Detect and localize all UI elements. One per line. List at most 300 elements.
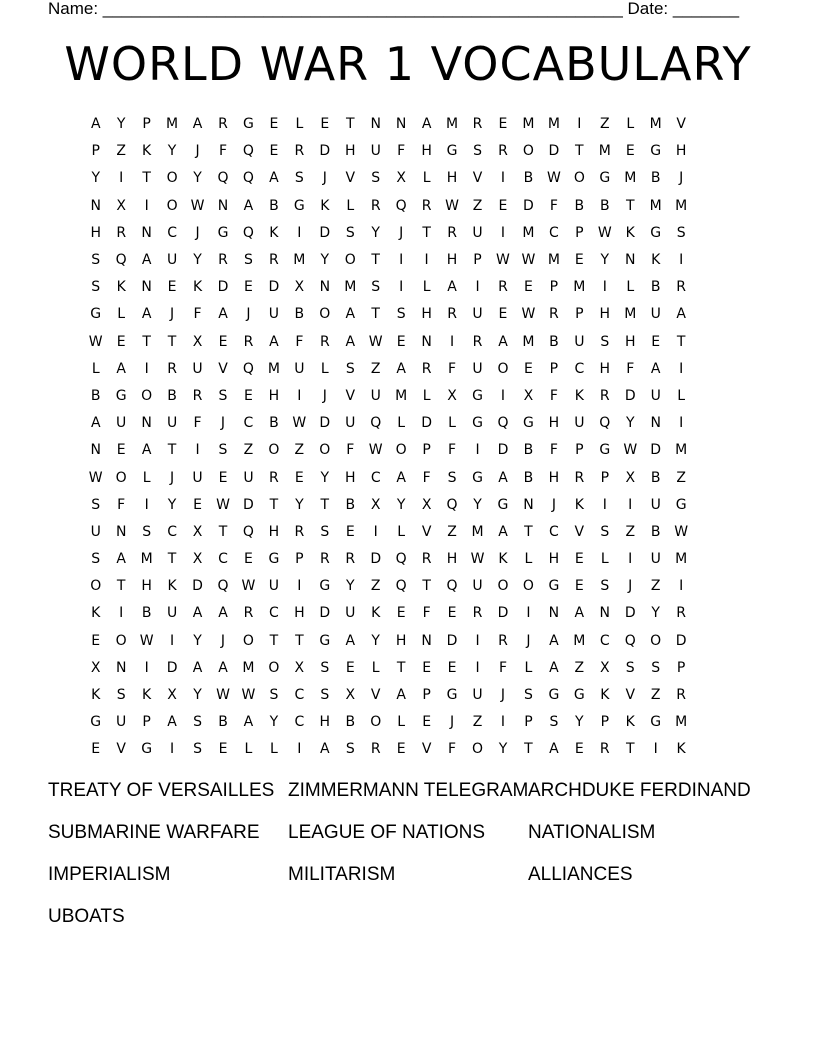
grid-letter: W: [521, 306, 536, 323]
grid-letter: T: [575, 143, 584, 160]
grid-letter: R: [498, 632, 508, 649]
grid-letter: R: [319, 551, 330, 568]
grid-letter: R: [294, 143, 305, 160]
grid-letter: P: [422, 687, 431, 704]
grid-letter: U: [472, 224, 483, 241]
grid-letter: B: [218, 714, 228, 731]
grid-letter: T: [371, 252, 380, 269]
grid-letter: Q: [242, 170, 254, 187]
grid-letter: H: [624, 333, 636, 350]
grid-letter: W: [470, 551, 485, 568]
grid-letter: M: [267, 360, 280, 377]
grid-letter: O: [268, 442, 280, 459]
grid-letter: O: [497, 578, 509, 595]
grid-letter: T: [142, 170, 151, 187]
grid-letter: N: [421, 333, 432, 350]
grid-letter: S: [193, 714, 202, 731]
grid-letter: E: [498, 306, 508, 323]
grid-letter: S: [447, 469, 457, 486]
grid-letter: U: [650, 387, 661, 404]
grid-letter: U: [192, 469, 203, 486]
grid-letter: A: [549, 741, 559, 758]
grid-letter: U: [166, 415, 178, 432]
grid-letter: W: [216, 687, 230, 704]
grid-letter: C: [599, 632, 610, 649]
grid-letter: G: [90, 306, 102, 323]
grid-letter: N: [141, 415, 152, 432]
grid-letter: A: [396, 687, 406, 704]
grid-letter: E: [116, 333, 126, 350]
grid-letter: D: [446, 632, 458, 649]
grid-letter: P: [676, 659, 686, 676]
grid-letter: I: [297, 224, 302, 241]
grid-letter: T: [422, 578, 431, 595]
grid-letter: O: [90, 578, 102, 595]
grid-letter: Q: [242, 224, 254, 241]
word-list-item: MILITARISM: [288, 864, 396, 885]
grid-letter: Q: [115, 252, 127, 269]
grid-letter: C: [269, 605, 279, 622]
grid-letter: W: [368, 333, 383, 350]
grid-letter: G: [319, 632, 331, 649]
grid-letter: Q: [217, 170, 229, 187]
grid-letter: X: [447, 387, 457, 404]
grid-letter: G: [217, 224, 229, 241]
grid-letter: Z: [370, 360, 381, 377]
grid-letter: P: [524, 714, 533, 731]
grid-letter: U: [90, 523, 101, 540]
grid-letter: I: [653, 741, 658, 758]
grid-letter: V: [421, 741, 432, 758]
grid-letter: M: [522, 224, 535, 241]
grid-letter: D: [217, 279, 229, 296]
grid-letter: V: [472, 170, 483, 187]
grid-letter: Q: [242, 523, 254, 540]
grid-letter: M: [242, 659, 255, 676]
grid-letter: U: [268, 306, 280, 323]
grid-letter: A: [269, 170, 279, 187]
grid-letter: I: [475, 659, 480, 676]
grid-letter: U: [472, 360, 483, 377]
grid-letter: I: [475, 442, 480, 459]
grid-letter: K: [116, 279, 126, 296]
grid-letter: N: [141, 224, 152, 241]
grid-letter: O: [115, 632, 127, 649]
grid-letter: Y: [91, 170, 100, 187]
grid-letter: L: [422, 170, 431, 187]
grid-letter: X: [192, 333, 203, 350]
grid-letter: R: [294, 523, 305, 540]
grid-letter: B: [650, 523, 661, 540]
grid-letter: U: [650, 496, 661, 513]
grid-letter: B: [650, 469, 661, 486]
grid-letter: R: [676, 687, 687, 704]
grid-letter: B: [269, 197, 279, 214]
grid-letter: A: [141, 306, 152, 323]
grid-letter: K: [192, 279, 203, 296]
grid-letter: E: [218, 469, 228, 486]
grid-letter: N: [599, 605, 611, 622]
grid-row: [83, 193, 745, 220]
grid-letter: A: [218, 605, 228, 622]
grid-letter: Y: [473, 496, 482, 513]
grid-letter: Q: [395, 197, 407, 214]
grid-letter: E: [218, 333, 228, 350]
word-list-item: UBOATS: [48, 906, 125, 927]
grid-letter: S: [371, 279, 381, 296]
grid-letter: S: [193, 741, 202, 758]
grid-letter: M: [675, 442, 688, 459]
grid-letter: H: [548, 551, 560, 568]
grid-letter: H: [268, 523, 280, 540]
grid-letter: I: [119, 605, 124, 622]
grid-letter: S: [91, 279, 101, 296]
grid-letter: P: [600, 469, 610, 486]
grid-letter: K: [142, 687, 152, 704]
grid-letter: X: [345, 687, 356, 704]
grid-letter: R: [676, 605, 687, 622]
grid-letter: R: [218, 116, 228, 133]
grid-letter: V: [625, 687, 636, 704]
grid-letter: U: [650, 551, 661, 568]
grid-row: [83, 111, 745, 138]
grid-letter: R: [472, 116, 483, 133]
grid-letter: R: [370, 741, 381, 758]
grid-letter: M: [675, 197, 688, 214]
grid-letter: S: [396, 306, 406, 323]
grid-letter: U: [268, 578, 280, 595]
grid-letter: A: [218, 659, 228, 676]
grid-letter: W: [623, 442, 638, 459]
grid-letter: K: [320, 197, 330, 214]
grid-letter: I: [144, 197, 149, 214]
grid-letter: G: [472, 415, 483, 432]
grid-letter: I: [628, 551, 633, 568]
grid-letter: A: [116, 551, 126, 568]
grid-row: [83, 655, 745, 682]
grid-letter: O: [522, 578, 534, 595]
word-list-item: LEAGUE OF NATIONS: [288, 822, 486, 843]
grid-letter: L: [524, 551, 533, 568]
grid-letter: R: [269, 469, 279, 486]
word-list-item: ALLIANCES: [528, 864, 633, 885]
grid-letter: O: [522, 143, 534, 160]
grid-letter: S: [218, 442, 228, 459]
grid-letter: Z: [447, 523, 457, 540]
grid-letter: M: [446, 116, 459, 133]
grid-letter: A: [345, 333, 356, 350]
grid-letter: J: [500, 687, 506, 704]
grid-letter: J: [628, 578, 633, 595]
grid-letter: P: [142, 116, 151, 133]
grid-letter: Z: [243, 442, 254, 459]
grid-row: [83, 492, 745, 519]
grid-letter: E: [574, 252, 584, 269]
grid-letter: E: [447, 659, 457, 676]
word-list-item: ZIMMERMANN TELEGRAM: [288, 780, 529, 801]
grid-letter: Q: [395, 551, 407, 568]
grid-letter: E: [396, 605, 406, 622]
grid-letter: L: [295, 116, 304, 133]
grid-letter: S: [625, 659, 635, 676]
grid-letter: B: [650, 170, 661, 187]
grid-letter: F: [397, 143, 406, 160]
grid-letter: J: [551, 496, 556, 513]
grid-row: [83, 437, 745, 464]
grid-letter: J: [220, 415, 226, 432]
grid-letter: C: [548, 523, 559, 540]
grid-letter: R: [167, 360, 177, 377]
grid-letter: D: [166, 659, 178, 676]
grid-letter: L: [600, 551, 609, 568]
grid-letter: D: [319, 143, 331, 160]
grid-letter: N: [141, 279, 152, 296]
grid-letter: R: [498, 143, 508, 160]
grid-letter: Z: [116, 143, 126, 160]
grid-letter: A: [574, 605, 585, 622]
grid-letter: E: [91, 632, 101, 649]
grid-letter: A: [192, 605, 203, 622]
grid-letter: M: [547, 252, 560, 269]
grid-letter: A: [167, 714, 177, 731]
grid-letter: D: [624, 387, 636, 404]
grid-row: [83, 519, 745, 546]
grid-letter: E: [524, 279, 533, 296]
grid-letter: N: [421, 632, 432, 649]
grid-letter: G: [293, 197, 305, 214]
grid-letter: L: [626, 279, 635, 296]
grid-letter: A: [396, 360, 406, 377]
grid-letter: Z: [650, 687, 661, 704]
grid-letter: K: [269, 224, 279, 241]
grid-letter: Q: [370, 415, 382, 432]
grid-letter: W: [597, 224, 612, 241]
grid-letter: B: [599, 197, 610, 214]
grid-letter: A: [141, 252, 152, 269]
grid-letter: A: [498, 469, 508, 486]
grid-letter: S: [91, 496, 101, 513]
grid-row: [83, 220, 745, 247]
grid-letter: J: [170, 469, 175, 486]
grid-letter: R: [218, 252, 228, 269]
grid-letter: J: [195, 224, 200, 241]
grid-letter: I: [500, 714, 506, 731]
grid-letter: A: [498, 333, 508, 350]
grid-letter: C: [370, 469, 381, 486]
grid-letter: R: [243, 605, 254, 622]
grid-letter: A: [498, 523, 508, 540]
grid-letter: R: [599, 741, 610, 758]
grid-letter: S: [600, 523, 610, 540]
grid-letter: S: [345, 360, 355, 377]
grid-letter: I: [195, 442, 200, 459]
grid-letter: B: [523, 442, 534, 459]
grid-letter: C: [243, 415, 254, 432]
grid-letter: A: [116, 360, 126, 377]
grid-letter: Y: [600, 252, 610, 269]
grid-letter: S: [371, 170, 381, 187]
grid-letter: X: [192, 523, 203, 540]
grid-letter: M: [624, 170, 637, 187]
grid-letter: U: [116, 415, 127, 432]
grid-letter: E: [269, 143, 279, 160]
grid-letter: I: [144, 496, 149, 513]
grid-letter: K: [625, 224, 635, 241]
grid-letter: Q: [446, 496, 458, 513]
grid-letter: Z: [650, 578, 661, 595]
grid-letter: Q: [242, 143, 254, 160]
grid-letter: F: [193, 415, 202, 432]
grid-letter: L: [117, 306, 126, 323]
grid-letter: F: [626, 360, 635, 377]
grid-row: [83, 356, 745, 383]
grid-letter: E: [244, 387, 253, 404]
grid-letter: R: [472, 333, 483, 350]
grid-letter: T: [295, 632, 304, 649]
grid-letter: S: [218, 387, 228, 404]
grid-letter: V: [345, 170, 356, 187]
grid-letter: J: [195, 143, 200, 160]
page-title: WORLD WAR 1 VOCABULARY: [64, 37, 752, 91]
grid-letter: L: [397, 415, 406, 432]
grid-letter: X: [396, 170, 406, 187]
grid-letter: G: [141, 741, 153, 758]
grid-letter: J: [450, 714, 455, 731]
grid-letter: Y: [371, 224, 380, 241]
grid-letter: R: [549, 306, 559, 323]
grid-letter: T: [167, 333, 177, 350]
grid-letter: U: [166, 605, 178, 622]
grid-letter: F: [193, 306, 202, 323]
grid-letter: R: [498, 279, 508, 296]
grid-letter: W: [139, 632, 154, 649]
grid-letter: G: [446, 687, 458, 704]
grid-letter: E: [244, 279, 253, 296]
grid-row: [83, 165, 745, 192]
grid-letter: T: [320, 496, 330, 513]
grid-letter: H: [395, 632, 407, 649]
grid-letter: S: [676, 224, 686, 241]
grid-letter: D: [319, 224, 331, 241]
grid-letter: E: [422, 714, 432, 731]
grid-letter: I: [475, 632, 480, 649]
grid-letter: H: [421, 306, 432, 323]
grid-letter: D: [319, 415, 331, 432]
grid-letter: M: [522, 333, 535, 350]
grid-letter: L: [677, 387, 686, 404]
grid-letter: G: [650, 714, 662, 731]
grid-letter: O: [166, 170, 178, 187]
grid-letter: Z: [676, 469, 686, 486]
word-search-grid: [83, 111, 745, 764]
grid-letter: L: [91, 360, 100, 377]
grid-letter: V: [370, 687, 381, 704]
grid-letter: I: [297, 387, 302, 404]
grid-letter: Y: [625, 415, 635, 432]
grid-letter: B: [269, 415, 279, 432]
grid-letter: U: [192, 360, 203, 377]
grid-letter: I: [297, 578, 302, 595]
grid-letter: I: [526, 605, 531, 622]
grid-letter: D: [243, 496, 254, 513]
grid-letter: H: [446, 252, 458, 269]
grid-letter: P: [91, 143, 100, 160]
grid-letter: D: [650, 442, 662, 459]
grid-letter: H: [294, 605, 305, 622]
grid-letter: B: [523, 469, 534, 486]
grid-letter: H: [446, 551, 458, 568]
grid-letter: E: [269, 116, 279, 133]
grid-letter: Q: [497, 415, 509, 432]
grid-letter: Z: [599, 116, 610, 133]
grid-letter: A: [218, 306, 228, 323]
grid-letter: M: [344, 279, 357, 296]
grid-letter: E: [498, 197, 508, 214]
grid-letter: M: [675, 551, 688, 568]
grid-letter: L: [142, 469, 151, 486]
grid-letter: J: [220, 632, 226, 649]
grid-letter: E: [574, 578, 584, 595]
grid-letter: R: [472, 605, 483, 622]
grid-letter: Y: [396, 496, 406, 513]
grid-letter: G: [573, 687, 585, 704]
grid-letter: M: [166, 116, 179, 133]
grid-letter: H: [344, 143, 356, 160]
grid-letter: B: [523, 170, 534, 187]
grid-letter: X: [625, 469, 636, 486]
grid-letter: T: [167, 442, 177, 459]
grid-letter: F: [218, 143, 228, 160]
grid-letter: O: [141, 387, 153, 404]
grid-letter: M: [573, 632, 586, 649]
grid-letter: R: [116, 224, 127, 241]
grid-letter: K: [600, 687, 610, 704]
grid-letter: L: [422, 387, 431, 404]
grid-letter: O: [268, 659, 280, 676]
grid-letter: I: [119, 170, 124, 187]
grid-letter: E: [498, 116, 508, 133]
grid-letter: O: [395, 442, 407, 459]
grid-letter: V: [116, 741, 126, 758]
grid-letter: I: [297, 741, 302, 758]
grid-letter: Q: [217, 578, 229, 595]
grid-letter: Q: [446, 578, 458, 595]
grid-row: [83, 682, 745, 709]
grid-letter: X: [421, 496, 432, 513]
grid-letter: Z: [625, 523, 636, 540]
grid-letter: G: [599, 442, 611, 459]
grid-letter: A: [421, 116, 432, 133]
grid-letter: T: [524, 741, 533, 758]
grid-letter: E: [320, 116, 330, 133]
grid-letter: D: [497, 442, 509, 459]
grid-letter: M: [140, 551, 153, 568]
word-list-item: SUBMARINE WARFARE: [48, 822, 260, 843]
grid-letter: R: [447, 306, 457, 323]
grid-letter: W: [88, 333, 103, 350]
grid-letter: K: [498, 551, 508, 568]
grid-letter: L: [269, 741, 278, 758]
grid-letter: I: [373, 523, 378, 540]
grid-letter: Y: [295, 496, 304, 513]
grid-letter: O: [242, 632, 254, 649]
grid-letter: A: [141, 442, 152, 459]
grid-letter: A: [396, 469, 406, 486]
grid-letter: R: [345, 551, 356, 568]
grid-letter: G: [497, 496, 509, 513]
grid-letter: G: [319, 578, 331, 595]
grid-letter: S: [523, 687, 533, 704]
